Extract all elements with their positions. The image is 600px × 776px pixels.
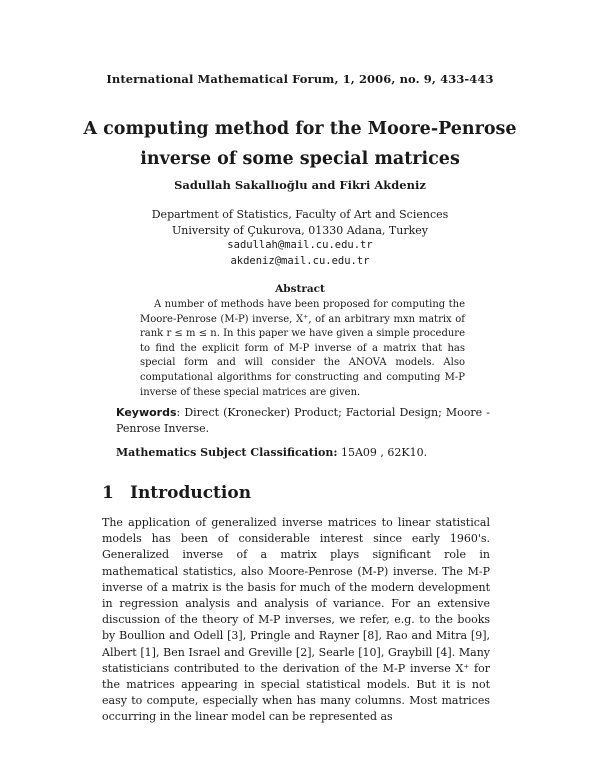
journal-header: International Mathematical Forum, 1, 2006, no. 9, 433-443	[106, 72, 494, 86]
affiliation-department: Department of Statistics, Faculty of Art and Sciences	[151, 208, 449, 221]
keywords-label: Keywords	[116, 406, 177, 419]
section-title: Introduction	[130, 483, 252, 503]
abstract-text: A number of methods have been proposed for computing the Moore-Penrose (M-P) inverse, X⁺, of an arbitrary mxn matrix of rank r ≤ m ≤ n. In this paper we have given a simple procedure to find the explicit form of M-P inverse of a matrix that has special form and will consider the ANOVA models. Also computational algorithms for constructing and computing M-P inverse of these special matrices are given.	[140, 299, 465, 398]
affiliation	[0, 207, 600, 269]
introduction-paragraph: The application of generalized inverse matrices to linear statistical models has been of considerable interest since early 1960's. Generalized inverse of a matrix plays significant role in mathematical statistics, also Moore-Penrose (M-P) inverse. The M-P inverse of a matrix is the basis for much of the modern development in regression analysis and analysis of variance. For an extensive discussion of the theory of M-P inverses, we refer, e.g. to the books by Boullion and Odell [3], Pringle and Rayner [8], Rao and Mitra [9], Albert [1], Ben Israel and Greville [2], Searle [10], Graybill [4]. Many statisticians contributed to the derivation of the M-P inverse X⁺ for the matrices appearing in special statistical models. But it is not easy to compute, especially when has many columns. Most matrices occurring in the linear model can be represented as	[102, 516, 490, 724]
keywords-text: : Direct (Kronecker) Product; Factorial Design; Moore - Penrose Inverse.	[116, 406, 490, 435]
abstract-heading: Abstract	[275, 283, 325, 295]
author-email-2: akdeniz@mail.cu.edu.tr	[230, 254, 370, 267]
keywords	[116, 405, 490, 437]
affiliation-university: University of Çukurova, 01330 Adana, Turkey	[172, 223, 428, 237]
introduction-body	[102, 515, 490, 726]
msc-classification	[116, 446, 490, 459]
title-line-1: A computing method for the Moore-Penrose	[83, 119, 517, 139]
msc-label: Mathematics Subject Classification:	[116, 446, 338, 459]
authors: Sadullah Sakallıoğlu and Fikri Akdeniz	[174, 178, 426, 192]
title-line-2: inverse of some special matrices	[140, 149, 460, 169]
msc-text: 15A09 , 62K10.	[337, 446, 428, 459]
author-email-1: sadullah@mail.cu.edu.tr	[227, 239, 373, 251]
abstract-body	[140, 298, 465, 400]
paper-title	[0, 114, 600, 174]
section-heading	[102, 483, 502, 503]
section-number: 1	[102, 483, 114, 503]
